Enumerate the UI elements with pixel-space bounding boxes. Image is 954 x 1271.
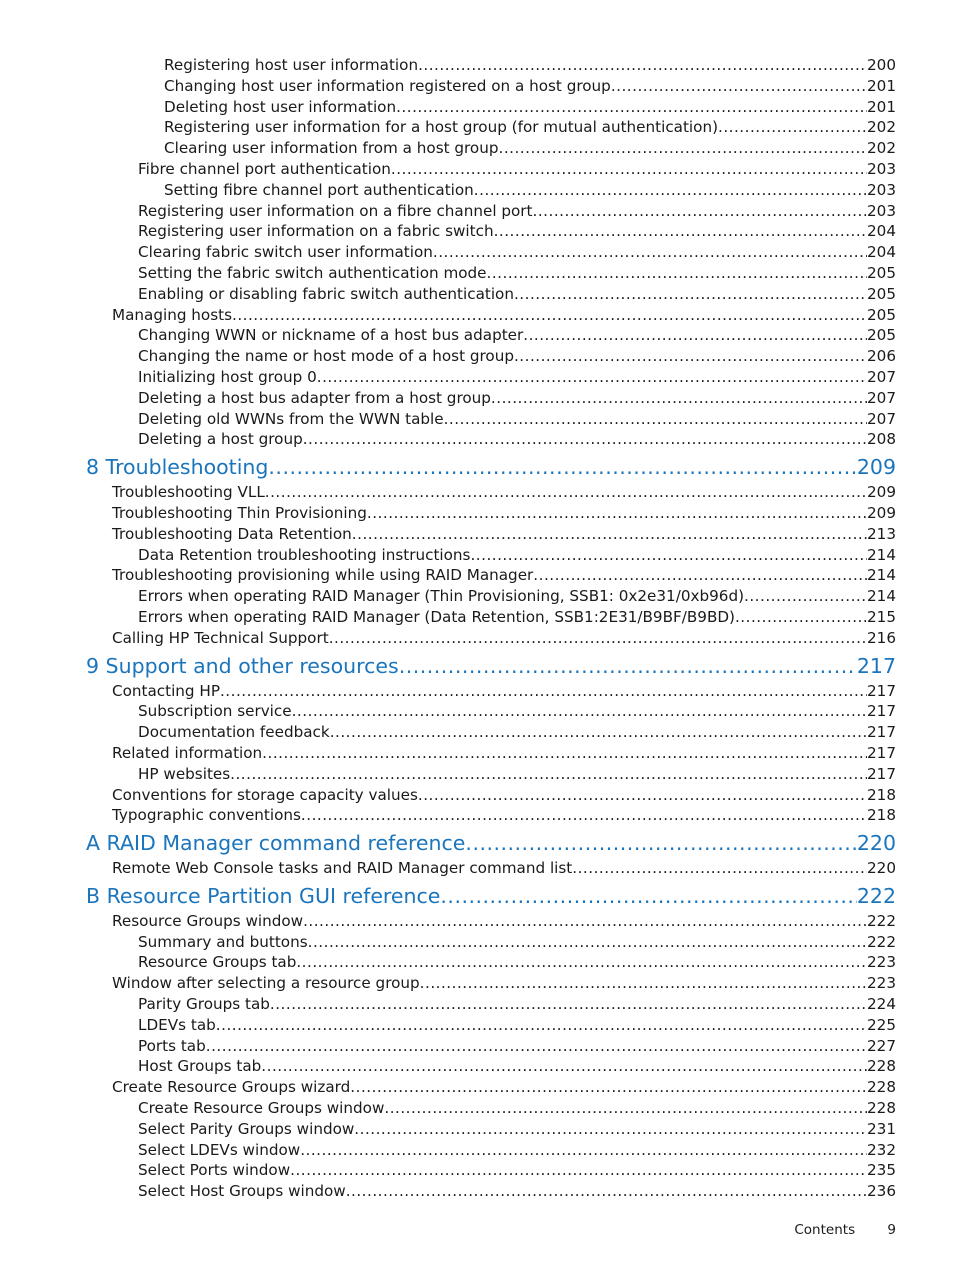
toc-entry[interactable]: [138, 1181, 896, 1202]
dot-leader: [270, 994, 867, 1015]
toc-entry[interactable]: [138, 722, 896, 743]
toc-entry-title: Remote Web Console tasks and RAID Manager command list: [112, 859, 573, 878]
toc-entry-page: 214: [867, 566, 896, 585]
dot-leader: [352, 524, 867, 545]
toc-entry[interactable]: [138, 388, 896, 409]
toc-entry-page: 220: [856, 831, 896, 856]
toc-entry-page: 207: [867, 388, 896, 407]
toc-entry-page: 209: [867, 483, 896, 502]
toc-chapter-entry[interactable]: [86, 881, 896, 911]
toc-entry-title: Resource Groups window: [112, 911, 304, 930]
dot-leader: [367, 503, 867, 524]
toc-entry-page: 218: [867, 806, 896, 825]
toc-entry-page: 202: [867, 139, 896, 158]
toc-entry-title: Managing hosts: [112, 305, 232, 324]
toc-entry-title: Troubleshooting provisioning while using RAID Manager: [112, 566, 534, 585]
toc-entry-title: Subscription service: [138, 702, 292, 721]
toc-entry-title: Calling HP Technical Support: [112, 628, 329, 647]
toc-entry-page: 217: [867, 764, 896, 783]
dot-leader: [329, 628, 867, 649]
toc-entry-page: 214: [867, 545, 896, 564]
toc-entry-page: 217: [856, 653, 896, 678]
toc-entry-title: Changing host user information registered on a host group: [164, 76, 611, 95]
toc-entry-page: 207: [867, 409, 896, 428]
toc-entry-page: 236: [867, 1182, 896, 1201]
toc-entry[interactable]: [138, 1119, 896, 1140]
toc-entry-title: Documentation feedback: [138, 723, 330, 742]
dot-leader: [465, 828, 856, 858]
toc-entry-title: Typographic conventions: [112, 806, 301, 825]
toc-entry[interactable]: [112, 305, 896, 326]
dot-leader: [514, 284, 867, 305]
toc-entry[interactable]: [138, 409, 896, 430]
toc-entry[interactable]: [138, 1140, 896, 1161]
toc-entry-page: 222: [856, 883, 896, 908]
toc-entry-page: 223: [867, 974, 896, 993]
toc-entry-page: 228: [867, 1099, 896, 1118]
toc-entry-title: A RAID Manager command reference: [86, 831, 466, 856]
toc-chapter-entry[interactable]: [86, 452, 896, 482]
toc-entry-title: Create Resource Groups window: [138, 1099, 385, 1118]
toc-entry[interactable]: [138, 242, 896, 263]
toc-entry-title: Enabling or disabling fabric switch authentication: [138, 284, 514, 303]
dot-leader: [399, 651, 857, 681]
dot-leader: [292, 701, 867, 722]
footer-page-number: 9: [887, 1222, 896, 1238]
toc-entry[interactable]: [164, 180, 896, 201]
toc-entry[interactable]: [138, 367, 896, 388]
toc-entry-title: Troubleshooting Thin Provisioning: [112, 503, 367, 522]
dot-leader: [308, 932, 867, 953]
dot-leader: [418, 785, 867, 806]
toc-entry-page: 217: [867, 702, 896, 721]
toc-entry-title: Ports tab: [138, 1036, 206, 1055]
toc-entry-title: Registering user information on a fibre channel port: [138, 201, 533, 220]
dot-leader: [572, 858, 867, 879]
toc-entry-page: 204: [867, 222, 896, 241]
dot-leader: [611, 76, 867, 97]
toc-entry-title: Registering host user information: [164, 56, 419, 74]
toc-entry[interactable]: [112, 1077, 896, 1098]
toc-entry-title: Contacting HP: [112, 681, 220, 700]
dot-leader: [216, 1015, 867, 1036]
toc-entry[interactable]: [112, 681, 896, 702]
dot-leader: [470, 545, 867, 566]
toc-entry[interactable]: [164, 117, 896, 138]
toc-entry-title: Setting the fabric switch authentication mode: [138, 263, 487, 282]
toc-entry-title: Create Resource Groups wizard: [112, 1078, 351, 1097]
toc-entry[interactable]: [138, 994, 896, 1015]
table-of-contents: [0, 55, 954, 1202]
toc-entry[interactable]: [112, 743, 896, 764]
toc-entry[interactable]: [164, 97, 896, 118]
toc-entry-page: 223: [867, 953, 896, 972]
toc-entry-page: 205: [867, 284, 896, 303]
toc-entry[interactable]: [138, 1098, 896, 1119]
toc-entry[interactable]: [112, 973, 896, 994]
dot-leader: [350, 1077, 867, 1098]
toc-entry-title: Data Retention troubleshooting instructions: [138, 545, 471, 564]
toc-entry-title: Select Parity Groups window: [138, 1119, 355, 1138]
toc-entry-page: 203: [867, 201, 896, 220]
toc-entry[interactable]: [138, 1015, 896, 1036]
dot-leader: [523, 325, 867, 346]
toc-entry-page: 217: [867, 723, 896, 742]
toc-entry[interactable]: [138, 1160, 896, 1181]
toc-entry-title: Conventions for storage capacity values: [112, 785, 418, 804]
toc-entry-title: LDEVs tab: [138, 1015, 216, 1034]
toc-entry[interactable]: [112, 858, 896, 879]
toc-entry-page: 232: [867, 1140, 896, 1159]
dot-leader: [440, 881, 856, 911]
dot-leader: [268, 452, 856, 482]
toc-entry-title: Errors when operating RAID Manager (Thin Provisioning, SSB1: 0x2e31/0xb96d): [138, 587, 745, 606]
toc-entry-title: Initializing host group 0: [138, 367, 317, 386]
toc-entry-title: Troubleshooting Data Retention: [112, 524, 352, 543]
toc-entry[interactable]: [138, 701, 896, 722]
toc-entry-title: Registering user information for a host group (for mutual authentication): [164, 118, 718, 137]
dot-leader: [261, 1056, 867, 1077]
toc-entry[interactable]: [138, 586, 896, 607]
dot-leader: [296, 952, 867, 973]
toc-entry-title: Deleting host user information: [164, 97, 397, 116]
toc-entry-page: 203: [867, 159, 896, 178]
toc-entry[interactable]: [138, 325, 896, 346]
dot-leader: [317, 367, 867, 388]
toc-entry[interactable]: [112, 482, 896, 503]
dot-leader: [303, 911, 867, 932]
toc-entry[interactable]: [138, 932, 896, 953]
dot-leader: [300, 1140, 867, 1161]
toc-entry-page: 217: [867, 743, 896, 762]
toc-entry-page: 203: [867, 180, 896, 199]
dot-leader: [232, 305, 867, 326]
dot-leader: [499, 138, 868, 159]
dot-leader: [735, 607, 867, 628]
toc-entry-title: 9 Support and other resources: [86, 653, 399, 678]
dot-leader: [391, 159, 867, 180]
toc-entry-title: Window after selecting a resource group: [112, 974, 420, 993]
toc-entry-page: 224: [867, 995, 896, 1014]
toc-entry-title: Clearing fabric switch user information: [138, 243, 433, 262]
toc-entry-page: 205: [867, 326, 896, 345]
toc-entry-page: 201: [867, 76, 896, 95]
dot-leader: [301, 805, 867, 826]
toc-entry-page: 231: [867, 1119, 896, 1138]
toc-entry-title: Deleting old WWNs from the WWN table: [138, 409, 444, 428]
dot-leader: [514, 346, 867, 367]
toc-entry[interactable]: [112, 785, 896, 806]
toc-entry-page: 205: [867, 305, 896, 324]
toc-entry-page: 213: [867, 524, 896, 543]
toc-entry[interactable]: [138, 1036, 896, 1057]
dot-leader: [230, 764, 867, 785]
toc-entry[interactable]: [138, 201, 896, 222]
toc-entry-page: 207: [867, 367, 896, 386]
toc-entry-page: 218: [867, 785, 896, 804]
toc-entry-title: Deleting a host bus adapter from a host group: [138, 388, 491, 407]
toc-entry-page: 206: [867, 347, 896, 366]
dot-leader: [418, 55, 867, 76]
toc-entry[interactable]: [138, 607, 896, 628]
toc-entry[interactable]: [164, 76, 896, 97]
toc-entry[interactable]: [112, 524, 896, 545]
toc-entry[interactable]: [138, 545, 896, 566]
toc-entry[interactable]: [112, 503, 896, 524]
toc-entry-title: Troubleshooting VLL: [112, 483, 265, 502]
dot-leader: [491, 388, 867, 409]
toc-entry-title: Changing the name or host mode of a host group: [138, 347, 514, 366]
toc-entry[interactable]: [138, 1056, 896, 1077]
toc-entry-title: Resource Groups tab: [138, 953, 297, 972]
toc-entry-page: 204: [867, 243, 896, 262]
toc-entry-page: 225: [867, 1015, 896, 1034]
toc-entry-page: 205: [867, 263, 896, 282]
dot-leader: [474, 180, 867, 201]
toc-entry-page: 222: [867, 932, 896, 951]
dot-leader: [206, 1036, 867, 1057]
toc-entry-page: 202: [867, 118, 896, 137]
dot-leader: [420, 973, 867, 994]
dot-leader: [384, 1098, 867, 1119]
dot-leader: [718, 117, 867, 138]
toc-entry[interactable]: [112, 628, 896, 649]
toc-entry-page: 217: [867, 681, 896, 700]
toc-entry-title: Select LDEVs window: [138, 1140, 301, 1159]
dot-leader: [487, 263, 867, 284]
toc-entry[interactable]: [138, 284, 896, 305]
toc-entry[interactable]: [112, 805, 896, 826]
toc-entry-page: 216: [867, 628, 896, 647]
dot-leader: [354, 1119, 867, 1140]
toc-entry-title: Deleting a host group: [138, 430, 303, 449]
toc-entry-page: 208: [867, 430, 896, 449]
toc-entry-title: Registering user information on a fabric switch: [138, 222, 494, 241]
toc-entry-page: 222: [867, 911, 896, 930]
toc-entry-page: 220: [867, 859, 896, 878]
toc-entry[interactable]: [138, 952, 896, 973]
dot-leader: [396, 97, 867, 118]
dot-leader: [744, 586, 867, 607]
toc-entry-page: 201: [867, 97, 896, 116]
dot-leader: [265, 482, 867, 503]
footer-label: Contents: [794, 1222, 856, 1238]
toc-entry-page: 209: [856, 455, 896, 480]
toc-entry[interactable]: [138, 263, 896, 284]
toc-entry-page: 214: [867, 587, 896, 606]
page-footer: [794, 1222, 896, 1238]
toc-chapter-entry[interactable]: [86, 651, 896, 681]
toc-entry[interactable]: [112, 565, 896, 586]
toc-entry[interactable]: [138, 159, 896, 180]
toc-entry-title: Host Groups tab: [138, 1057, 262, 1076]
toc-entry[interactable]: [138, 346, 896, 367]
dot-leader: [433, 242, 867, 263]
dot-leader: [533, 565, 867, 586]
toc-entry-page: 209: [867, 503, 896, 522]
toc-entry-title: Errors when operating RAID Manager (Data Retention, SSB1:2E31/B9BF/B9BD): [138, 607, 735, 626]
dot-leader: [494, 221, 867, 242]
toc-entry-page: 215: [867, 607, 896, 626]
dot-leader: [303, 429, 867, 450]
dot-leader: [533, 201, 867, 222]
toc-entry[interactable]: [138, 429, 896, 450]
toc-chapter-entry[interactable]: [86, 828, 896, 858]
toc-entry-title: 8 Troubleshooting: [86, 455, 269, 480]
toc-entry-title: Parity Groups tab: [138, 995, 270, 1014]
toc-entry-title: Setting fibre channel port authentication: [164, 180, 474, 199]
toc-entry-title: Clearing user information from a host group: [164, 139, 499, 158]
dot-leader: [290, 1160, 867, 1181]
toc-entry-page: 228: [867, 1078, 896, 1097]
toc-entry-page: 235: [867, 1161, 896, 1180]
toc-entry[interactable]: [164, 138, 896, 159]
toc-entry-page: 227: [867, 1036, 896, 1055]
dot-leader: [330, 722, 867, 743]
toc-entry-title: Changing WWN or nickname of a host bus adapter: [138, 326, 524, 345]
toc-entry[interactable]: [112, 911, 896, 932]
dot-leader: [444, 409, 867, 430]
dot-leader: [346, 1181, 867, 1202]
toc-entry-page: 228: [867, 1057, 896, 1076]
toc-entry-title: Select Host Groups window: [138, 1182, 346, 1201]
toc-entry[interactable]: [164, 55, 896, 76]
toc-entry[interactable]: [138, 221, 896, 242]
toc-entry[interactable]: [138, 764, 896, 785]
toc-entry-title: Fibre channel port authentication: [138, 159, 391, 178]
toc-entry-title: Select Ports window: [138, 1161, 291, 1180]
dot-leader: [220, 681, 867, 702]
toc-entry-title: HP websites: [138, 764, 231, 783]
toc-entry-title: Summary and buttons: [138, 932, 308, 951]
toc-entry-title: Related information: [112, 743, 263, 762]
dot-leader: [262, 743, 867, 764]
toc-entry-page: 200: [867, 56, 896, 74]
toc-entry-title: B Resource Partition GUI reference: [86, 883, 441, 908]
